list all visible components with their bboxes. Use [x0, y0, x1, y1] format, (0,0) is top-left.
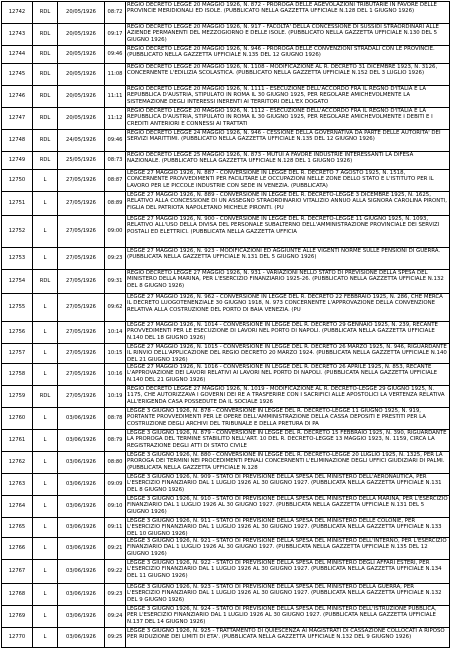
record-number: 09:11	[105, 518, 126, 538]
record-number: 09:46	[105, 130, 126, 152]
table-row	[2, 2, 450, 24]
record-id: 12755	[2, 294, 33, 322]
record-date: 27/05/1926	[58, 322, 105, 344]
record-type: RDL	[33, 130, 58, 152]
record-date: 03/06/1926	[58, 430, 105, 452]
record-description: REGIO DECRETO LEGGE 20 MAGGIO 1926, N. 1111 - ESECUZIONE DELL'ACCORDO FRA IL REGNO D'ITALIA E LA REPUBBLICA D'AUSTRIA, STIPULATO IN ROMA IL 30 GIUGNO 1925, PER REGOLARE AMICHEVOLMENTE LA SISTEMAZIONE DEGLI INTERESSI INERENTI AI TERRITORI DELL'EX DOGATO	[126, 86, 450, 108]
record-type: RDL	[33, 24, 58, 46]
record-id: 12751	[2, 192, 33, 216]
record-description: LEGGE 3 GIUGNO 1926, N. 925 - TRATTAMENTO DI QUIESCENZA AI MAGISTRATI DI CASSAZIONE COLLOCATI A RIPOSO PER RIDUZIONE DEI LIMITI DI ETA'. (PUBBLICATA NELLA GAZZETTA UFFICIALE N.132 DEL 9 GIUGNO 1926)	[126, 628, 450, 648]
table-row	[2, 518, 450, 538]
record-id: 12743	[2, 24, 33, 46]
record-type: L	[33, 170, 58, 192]
record-description: REGIO DECRETO LEGGE 24 MAGGIO 1926, N. 946 - CESSIONE DELLA GOVERNATIVA DA PARTE DELLE AUTORITA' DEI SERVIZI MARITTIMI. (PUBBLICATO NELLA GAZZETTA UFFICIALE N.135 DEL 12 GIUGNO 1926)	[126, 130, 450, 152]
record-description: LEGGE 27 MAGGIO 1926, N. 1016 - CONVERSIONE IN LEGGE DEL R. DECRETO 26 APRILE 1925, N. 853, RECANTE L'APPROVAZIONE DEI LAVORI RELATIVI AI LAVORI NEL PORTO DI NAPOLI. (PUBBLICATA NELLA GAZZETTA UFFICIALE N.140 DEL 21 GIUGNO 1926)	[126, 364, 450, 386]
record-type: RDL	[33, 386, 58, 408]
table-row	[2, 86, 450, 108]
record-description: LEGGE 27 MAGGIO 1926, N. 900 - CONVERSIONE IN LEGGE DEL R. DECRETO-LEGGE 11 GIUGNO 1925, N. 1093, RELATIVO ALL'USO DELLA DIVISA DEL PERSONALE SUBALTERNO DELL'AMMINISTRAZIONE PROVINCIALE DEI SERVIZI POSTALI ED ELETTRICI. (PUBBLICATA NELLA GAZZETTA UFFICIA	[126, 216, 450, 248]
record-date: 27/05/1926	[58, 386, 105, 408]
record-id: 12768	[2, 584, 33, 606]
record-id: 12742	[2, 2, 33, 24]
record-description: REGIO DECRETO LEGGE 20 MAGGIO 1926, N. 1112 - ESECUZIONE DELL'ACCORDO FRA IL REGNO D'ITALIA E LA REPUBBLICA D'AUSTRIA, STIPULATO IN ROMA IL 30 GIUGNO 1925, PER REGOLARE AMICHEVOLMENTE I DEBITI E I CREDITI ANTERIORI E CONNESSI AI TRATTATI	[126, 108, 450, 130]
record-id: 12747	[2, 108, 33, 130]
record-id: 12763	[2, 474, 33, 496]
record-type: L	[33, 628, 58, 648]
record-type: L	[33, 364, 58, 386]
record-id: 12758	[2, 364, 33, 386]
record-id: 12750	[2, 170, 33, 192]
record-description: LEGGE 3 GIUGNO 1926, N. 878 - CONVERSIONE IN LEGGE DEL R. DECRETO-LEGGE 11 GIUGNO 1925, N. 919, PORTANTE PROVVEDIMENTI PER LE OPERE DELL'AMMINISTRAZIONE DELLA CASSA DEPOSITI E PRESTITI PER LA COSTRUZIONE DEGLI ARCHIVI DEL TRIBUNALE E DELLA PRETURA DI PA	[126, 408, 450, 430]
record-description: REGIO DECRETO LEGGE 27 MAGGIO 1926, N. 1019 - MODIFICAZIONE AL R. DECRETO-LEGGE 29 GIUGNO 1925, N. 1175, CHE AUTORIZZAVA I GOVERNI DEI RE A TRASFERIRE CON I SACRIFICI ALLE APOSTOLICI LA VERTENZA RELATIVA ALL'ERIGENDA CASA POSSEDUTE DA IL SOCIALE 1926	[126, 386, 450, 408]
record-description: REGIO DECRETO LEGGE 27 MAGGIO 1926, N. 931 - VARIAZIONI NELLO STATO DI PREVISIONE DELLA SPESA DEL MINISTERO DELLA MARINA, PER L'ESERCIZIO FINANZIARIO 1925-26. (PUBBLICATO NELLA GAZZETTA UFFICIALE N.132 DEL 8 GIUGNO 1926)	[126, 270, 450, 294]
record-description: LEGGE 27 MAGGIO 1926, N. 1015 - CONVERSIONE IN LEGGE DEL R. DECRETO 26 MARZO 1925, N. 946, RIGUARDANTE IL RINVIO DELL'APPLICAZIONE DEL REGIO DECRETO 20 MARZO 1924. (PUBBLICATA NELLA GAZZETTA UFFICIALE N.140 DEL 21 GIUGNO 1926)	[126, 344, 450, 364]
record-number: 09:21	[105, 538, 126, 560]
record-type: RDL	[33, 270, 58, 294]
record-date: 27/05/1926	[58, 364, 105, 386]
record-date: 27/05/1926	[58, 216, 105, 248]
table-row	[2, 344, 450, 364]
record-date: 03/06/1926	[58, 628, 105, 648]
table-row	[2, 606, 450, 628]
record-description: LEGGE 27 MAGGIO 1926, N. 887 - CONVERSIONE IN LEGGE DEL R. DECRETO 7 AGOSTO 1925, N. 1518, CONCERNENTE PROVVEDIMENTI PER FACILITARE LE OCCUPAZIONI NELLE ZONE DELLO STATO E L'ISTITUTO PER IL LAVORO PER LE PICCOLE INDUSTRIE CON SEDE IN VENEZIA. (PUBBLICATA)	[126, 170, 450, 192]
record-date: 03/06/1926	[58, 408, 105, 430]
record-type: RDL	[33, 2, 58, 24]
record-number: 10:15	[105, 344, 126, 364]
record-date: 27/05/1926	[58, 192, 105, 216]
record-type: L	[33, 192, 58, 216]
record-description: LEGGE 27 MAGGIO 1926, N. 889 - CONVERSIONE IN LEGGE DEL R. DECRETO-LEGGE 3 DICEMBRE 1925, N. 1625, RELATIVO ALLA CONCESSIONE DI UN ASSEGNO STRAORDINARIO VITALIZIO ANNUO ALLA SIGNORA CAROLINA PIRONTI, FIGLIA DEL PATRIOTA NAPOLETANO MICHELE PIRONTI. (PU	[126, 192, 450, 216]
record-id: 12767	[2, 560, 33, 584]
table-row	[2, 538, 450, 560]
record-type: L	[33, 248, 58, 270]
table-row	[2, 386, 450, 408]
table-row	[2, 170, 450, 192]
record-number: 09:00	[105, 216, 126, 248]
record-description: LEGGE 3 GIUGNO 1926, N. 924 - STATO DI PREVISIONE DELLA SPESA DEL MINISTERO DELL'ISTRUZIONE PUBBLICA, PER L'ESERCIZIO FINANZIARIO DAL 1 LUGLIO 1926 AL 30 GIUGNO 1927. (PUBBLICATA NELLA GAZZETTA UFFICIALE N.137 DEL 14 GIUGNO 1926)	[126, 606, 450, 628]
record-description: REGIO DECRETO LEGGE 20 MAGGIO 1926, N. 946 - PROROGA DELLE CONVENZIONI STRADALI CON LE PROVINCIE. (PUBBLICATO NELLA GAZZETTA UFFICIALE N.135 DEL 12 GIUGNO 1926)	[126, 46, 450, 64]
record-description: LEGGE 3 GIUGNO 1926, N. 910 - STATO DI PREVISIONE DELLA SPESA DEL MINISTERO DELLA MARINA, PER L'ESERCIZIO FINANZIARIO DAL 1 LUGLIO 1926 AL 30 GIUGNO 1927. (PUBBLICATA NELLA GAZZETTA UFFICIALE N.131 DEL 5 GIUGNO 1926)	[126, 496, 450, 518]
record-date: 25/05/1926	[58, 152, 105, 170]
record-date: 03/06/1926	[58, 606, 105, 628]
record-number: 10:14	[105, 322, 126, 344]
record-number: 09:31	[105, 270, 126, 294]
table-row	[2, 560, 450, 584]
record-id: 12759	[2, 386, 33, 408]
record-type: L	[33, 474, 58, 496]
table-row	[2, 408, 450, 430]
record-description: LEGGE 27 MAGGIO 1926, N. 923 - MODIFICAZIONI ED AGGIUNTE ALLE VIGENTI NORME SULLE PENSIONI DI GUERRA. (PUBBLICATA NELLA GAZZETTA UFFICIALE N.131 DEL 5 GIUGNO 1926)	[126, 248, 450, 270]
record-date: 27/05/1926	[58, 248, 105, 270]
record-date: 03/06/1926	[58, 560, 105, 584]
table-row	[2, 248, 450, 270]
record-date: 27/05/1926	[58, 344, 105, 364]
record-number: 08:78	[105, 408, 126, 430]
record-type: L	[33, 584, 58, 606]
record-type: L	[33, 538, 58, 560]
record-id: 12762	[2, 452, 33, 474]
record-description: LEGGE 3 GIUGNO 1926, N. 911 - STATO DI PREVISIONE DELLA SPESA DEL MINISTERO DELLE COLONIE, PER L'ESERCIZIO FINANZIARIO DAL 1 LUGLIO 1926 AL 30 GIUGNO 1927. (PUBBLICATA NELLA GAZZETTA UFFICIALE N.133 DEL 10 GIUGNO 1926)	[126, 518, 450, 538]
record-type: L	[33, 560, 58, 584]
record-date: 20/05/1926	[58, 64, 105, 86]
record-date: 03/06/1926	[58, 538, 105, 560]
record-date: 20/05/1926	[58, 108, 105, 130]
record-id: 12757	[2, 344, 33, 364]
record-id: 12748	[2, 130, 33, 152]
record-number: 09:22	[105, 560, 126, 584]
table-row	[2, 364, 450, 386]
record-number: 10:16	[105, 364, 126, 386]
record-number: 09:24	[105, 606, 126, 628]
table-row	[2, 628, 450, 648]
record-number: 09:23	[105, 248, 126, 270]
record-number: 09:62	[105, 294, 126, 322]
record-description: LEGGE 3 GIUGNO 1926, N. 880 - CONVERSIONE IN LEGGE DEL R. DECRETO-LEGGE 20 LUGLIO 1925, N. 1325, PER LA PROROGA DEI TERMINI NEI PROCEDIMENTI PENALI CONCERNENTI L'ELIMINAZIONE DEGLI UFFICI GIUDIZIARI DI PALMI. (PUBBLICATA NELLA GAZZETTA UFFICIALE N.128	[126, 452, 450, 474]
table-row	[2, 452, 450, 474]
record-id: 12754	[2, 270, 33, 294]
record-id: 12770	[2, 628, 33, 648]
record-id: 12752	[2, 216, 33, 248]
records-body	[2, 2, 450, 648]
record-number: 09:17	[105, 24, 126, 46]
record-date: 03/06/1926	[58, 474, 105, 496]
record-number: 08:73	[105, 152, 126, 170]
record-date: 03/06/1926	[58, 452, 105, 474]
record-description: REGIO DECRETO LEGGE 20 MAGGIO 1926, N. 917 - FACOLTA' DELLA CONCESSIONE DI SUSSIDI STRAORDINARI ALLE AZIENDE PERMANENTI DEL MEZZOGIORNO E DELLE ISOLE. (PUBBLICATO NELLA GAZZETTA UFFICIALE N.130 DEL 5 GIUGNO 1926)	[126, 24, 450, 46]
record-description: REGIO DECRETO LEGGE 25 MAGGIO 1926, N. 873 - MUTUI A FAVORE INDUSTRIE INTERESSANTI LA DIFESA NAZIONALE. (PUBBLICATO NELLA GAZZETTA UFFICIALE N.128 DEL 1 GIUGNO 1926)	[126, 152, 450, 170]
record-type: L	[33, 452, 58, 474]
record-description: LEGGE 3 GIUGNO 1926, N. 879 - CONVERSIONE IN LEGGE DEL R. DECRETO 15 FEBBRAIO 1925, N. 390, RIGUARDANTE LA PROROGA DEL TERMINE STABILITO NELL'ART. 10 DEL R. DECRETO-LEGGE 13 MAGGIO 1923, N. 1159, CIRCA LA REGISTRAZIONE DEGLI ATTI DI STATO CIVILE	[126, 430, 450, 452]
record-id: 12746	[2, 86, 33, 108]
record-type: L	[33, 294, 58, 322]
record-id: 12745	[2, 64, 33, 86]
record-description: LEGGE 3 GIUGNO 1926, N. 923 - STATO DI PREVISIONE DELLA SPESA DEL MINISTERO DELLA GUERRA, PER L'ESERCIZIO FINANZIARIO DAL 1 LUGLIO 1926 AL 30 GIUGNO 1927. (PUBBLICATA NELLA GAZZETTA UFFICIALE N.132 DEL 9 GIUGNO 1926)	[126, 584, 450, 606]
table-row	[2, 584, 450, 606]
record-date: 24/05/1926	[58, 130, 105, 152]
record-type: L	[33, 606, 58, 628]
record-id: 12756	[2, 322, 33, 344]
record-description: LEGGE 27 MAGGIO 1926, N. 962 - CONVERSIONE IN LEGGE DEL R. DECRETO 22 FEBBRAIO 1925, N. 286, CHE MERCA IL DECRETO LUOGOTENENZIALE 30 GIUGNO 1918, N. 973 CONCERNENTE L'APPROVAZIONE DELLA CONVENZIONE RELATIVA ALLA COSTRUZIONE DEL PORTO DI BAIA VENEZIA. (PU	[126, 294, 450, 322]
record-number: 08:87	[105, 170, 126, 192]
record-number: 08:80	[105, 452, 126, 474]
record-number: 08:79	[105, 430, 126, 452]
record-id: 12749	[2, 152, 33, 170]
record-date: 03/06/1926	[58, 518, 105, 538]
record-type: RDL	[33, 152, 58, 170]
record-number: 08:72	[105, 2, 126, 24]
record-number: 09:23	[105, 584, 126, 606]
record-id: 12760	[2, 408, 33, 430]
record-id: 12761	[2, 430, 33, 452]
record-number: 08:89	[105, 192, 126, 216]
record-description: REGIO DECRETO LEGGE 20 MAGGIO 1926, N. 872 - PROROGA DELLE AGEVOLAZIONI TRIBUTARIE IN FAVORE DELLE PROVINCIE MERIDIONALI ED ISOLE. (PUBBLICATO NELLA GAZZETTA UFFICIALE N.128 DEL 1 GIUGNO 1926)	[126, 2, 450, 24]
record-number: 09:46	[105, 46, 126, 64]
record-date: 27/05/1926	[58, 170, 105, 192]
record-number: 11:08	[105, 64, 126, 86]
record-type: RDL	[33, 108, 58, 130]
record-type: L	[33, 322, 58, 344]
table-row	[2, 46, 450, 64]
table-row	[2, 216, 450, 248]
record-number: 09:10	[105, 496, 126, 518]
record-type: RDL	[33, 46, 58, 64]
record-date: 03/06/1926	[58, 584, 105, 606]
record-id: 12764	[2, 496, 33, 518]
record-type: L	[33, 344, 58, 364]
table-row	[2, 24, 450, 46]
record-type: L	[33, 496, 58, 518]
record-id: 12766	[2, 538, 33, 560]
record-id: 12744	[2, 46, 33, 64]
record-type: L	[33, 430, 58, 452]
record-number: 09:09	[105, 474, 126, 496]
record-type: L	[33, 518, 58, 538]
table-row	[2, 496, 450, 518]
record-date: 20/05/1926	[58, 2, 105, 24]
record-number: 10:19	[105, 386, 126, 408]
record-type: RDL	[33, 64, 58, 86]
record-date: 20/05/1926	[58, 86, 105, 108]
record-description: LEGGE 3 GIUGNO 1926, N. 922 - STATO DI PREVISIONE DELLA SPESA DEL MINISTERO DEGLI AFFARI ESTERI, PER L'ESERCIZIO FINANZIARIO DAL 1 LUGLIO 1926 AL 30 GIUGNO 1927. (PUBBLICATA NELLA GAZZETTA UFFICIALE N.134 DEL 11 GIUGNO 1926)	[126, 560, 450, 584]
record-date: 27/05/1926	[58, 270, 105, 294]
record-description: LEGGE 27 MAGGIO 1926, N. 1014 - CONVERSIONE IN LEGGE DEL R. DECRETO 29 GENNAIO 1925, N. 239, RECANTE PROVVEDIMENTI PER LE ESECUZIONE DI LAVORI NEL PORTO DI NAPOLI. (PUBBLICATA NELLA GAZZETTA UFFICIALE N.140 DEL 18 GIUGNO 1926)	[126, 322, 450, 344]
record-id: 12753	[2, 248, 33, 270]
record-date: 20/05/1926	[58, 24, 105, 46]
table-row	[2, 130, 450, 152]
record-number: 09:25	[105, 628, 126, 648]
records-table	[1, 1, 450, 648]
table-row	[2, 294, 450, 322]
table-row	[2, 270, 450, 294]
record-date: 20/05/1926	[58, 46, 105, 64]
record-description: LEGGE 3 GIUGNO 1926, N. 909 - STATO DI PREVISIONE DELLA SPESA DEL MINISTERO DELL'AERONAUTICA, PER L'ESERCIZIO FINANZIARIO DAL 1 LUGLIO 1926 AL 30 GIUGNO 1927. (PUBBLICATA NELLA GAZZETTA UFFICIALE N.131 DEL 8 GIUGNO 1926)	[126, 474, 450, 496]
table-row	[2, 64, 450, 86]
table-row	[2, 192, 450, 216]
record-date: 27/05/1926	[58, 294, 105, 322]
record-description: REGIO DECRETO LEGGE 20 MAGGIO 1926, N. 1108 - MODIFICAZIONE AL R. DECRETO 31 DICEMBRE 1923, N. 3126, CONCERNENTE L'EDILIZIA SCOLASTICA. (PUBBLICATO NELLA GAZZETTA UFFICIALE N.152 DEL 3 LUGLIO 1926)	[126, 64, 450, 86]
record-id: 12769	[2, 606, 33, 628]
record-type: L	[33, 408, 58, 430]
record-description: LEGGE 3 GIUGNO 1926, N. 921 - STATO DI PREVISIONE DELLA SPESA DEL MINISTERO DELL'INTERNO, PER L'ESERCIZIO FINANZIARIO DAL 1 LUGLIO 1926 AL 30 GIUGNO 1927. (PUBBLICATA NELLA GAZZETTA UFFICIALE N.135 DEL 12 GIUGNO 1926)	[126, 538, 450, 560]
record-id: 12765	[2, 518, 33, 538]
table-row	[2, 152, 450, 170]
table-row	[2, 474, 450, 496]
table-row	[2, 322, 450, 344]
record-type: L	[33, 216, 58, 248]
record-number: 11:12	[105, 108, 126, 130]
record-type: RDL	[33, 86, 58, 108]
table-row	[2, 430, 450, 452]
record-date: 03/06/1926	[58, 496, 105, 518]
record-number: 11:11	[105, 86, 126, 108]
table-row	[2, 108, 450, 130]
